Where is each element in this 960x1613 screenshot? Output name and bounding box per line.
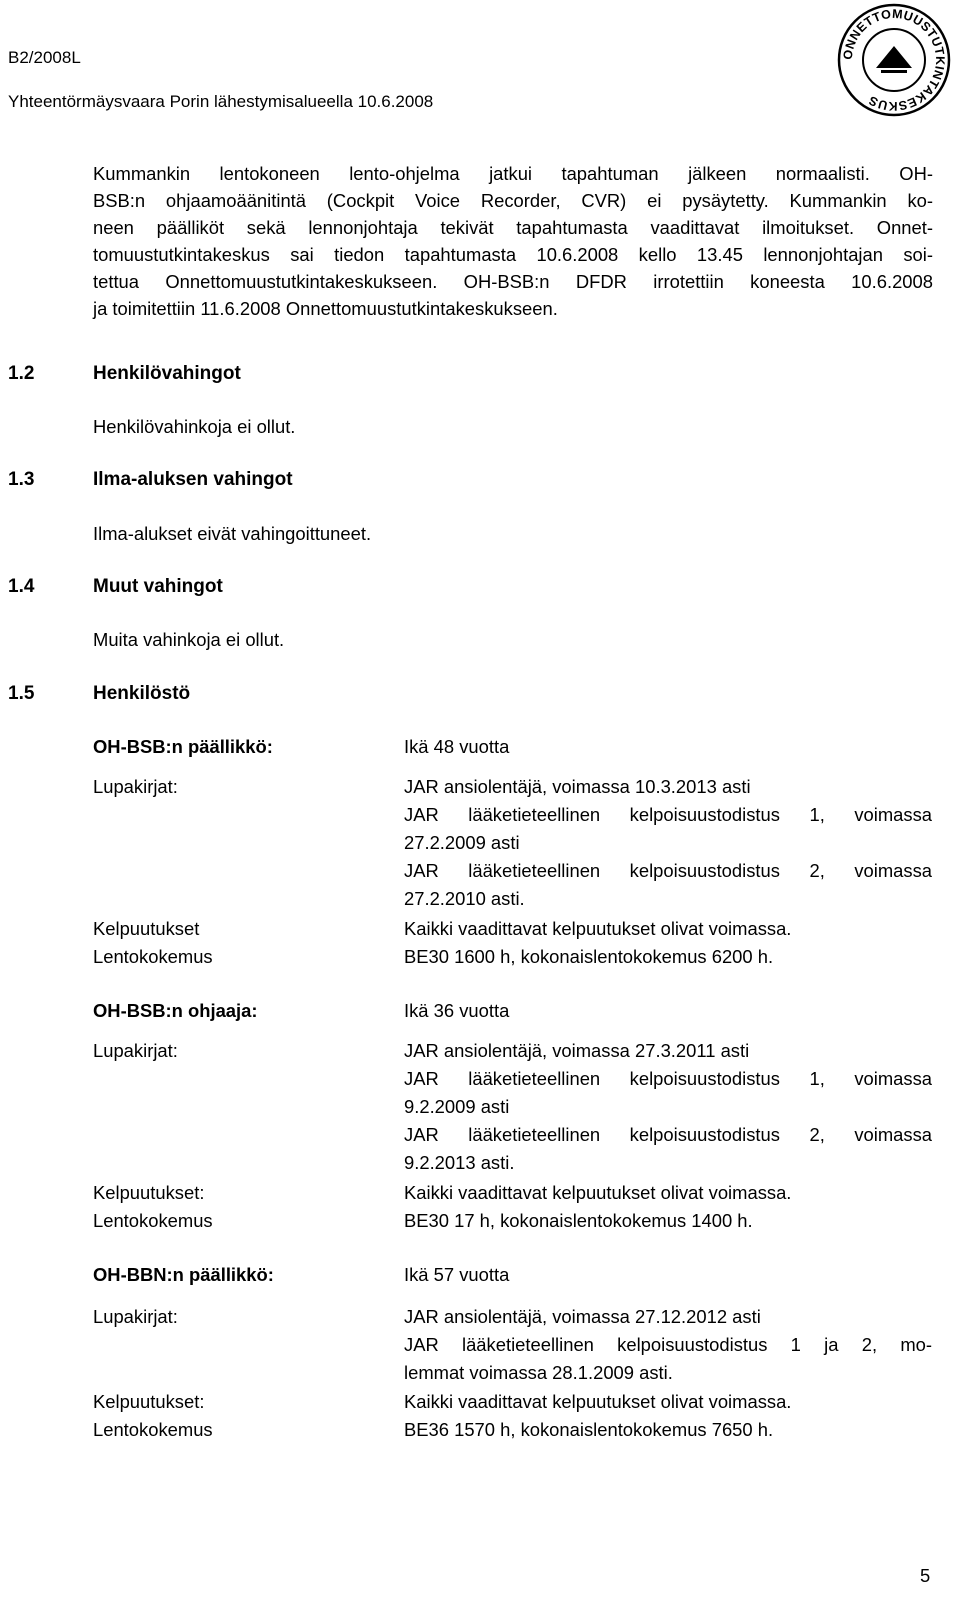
ratings-value xyxy=(404,915,932,943)
intro-line: neen päälliköt sekä lennonjohtaja tekivät tapahtumasta vaadittavat ilmoitukset. Onnet- xyxy=(93,217,933,238)
license-line: 9.2.2009 asti xyxy=(404,1096,510,1117)
person-age xyxy=(404,997,932,1025)
ratings-text: Kaikki vaadittavat kelpuutukset olivat voimassa. xyxy=(404,918,792,939)
ratings-text: Kaikki vaadittavat kelpuutukset olivat voimassa. xyxy=(404,1182,792,1203)
section-number: 1.3 xyxy=(8,469,35,490)
person-age xyxy=(404,733,932,761)
licenses-label: Lupakirjat: xyxy=(93,1040,178,1061)
licenses-list xyxy=(404,773,932,913)
ratings-value xyxy=(404,1388,932,1416)
intro-line: Kummankin lentokoneen lento-ohjelma jatkui tapahtuman jälkeen normaalisti. OH- xyxy=(93,163,933,184)
experience-text: BE30 17 h, kokonaislentokokemus 1400 h. xyxy=(404,1210,753,1231)
license-line: 9.2.2013 asti. xyxy=(404,1152,515,1173)
person-age xyxy=(404,1261,932,1289)
section-text-1-3: Ilma-alukset eivät vahingoittuneet. xyxy=(93,523,372,544)
section-text-1-4: Muita vahinkoja ei ollut. xyxy=(93,629,285,650)
svg-text:ONNETTOMUUSTUTKINTAKESKUS: ONNETTOMUUSTUTKINTAKESKUS xyxy=(840,6,948,114)
intro-line: ja toimitettiin 11.6.2008 Onnettomuustutkintakeskukseen. xyxy=(93,298,558,319)
ratings-label: Kelpuutukset xyxy=(93,918,200,939)
intro-paragraph xyxy=(93,160,933,322)
ratings-label: Kelpuutukset: xyxy=(93,1391,205,1412)
licenses-label: Lupakirjat: xyxy=(93,1306,178,1327)
experience-value xyxy=(404,1207,932,1235)
license-line: 27.2.2009 asti xyxy=(404,832,520,853)
intro-line: tomuustutkintakeskus sai tiedon tapahtumasta 10.6.2008 kello 13.45 lennonjohtajan soi- xyxy=(93,244,933,265)
experience-value xyxy=(404,1416,932,1444)
intro-line: BSB:n ohjaamoäänitintä (Cockpit Voice Recorder, CVR) ei pysäytetty. Kummankin ko- xyxy=(93,190,933,211)
licenses-list xyxy=(404,1303,932,1387)
page-number: 5 xyxy=(920,1565,931,1586)
license-line: lemmat voimassa 28.1.2009 asti. xyxy=(404,1362,673,1383)
license-line: JAR ansiolentäjä, voimassa 27.3.2011 asti xyxy=(404,1040,750,1061)
license-line: JAR lääketieteellinen kelpoisuustodistus 1 ja 2, mo- xyxy=(404,1334,932,1355)
license-line: JAR ansiolentäjä, voimassa 27.12.2012 asti xyxy=(404,1306,761,1327)
person-role: OH-BSB:n ohjaaja: xyxy=(93,1000,258,1021)
age-value: Ikä 36 vuotta xyxy=(404,1000,510,1021)
age-value: Ikä 57 vuotta xyxy=(404,1264,510,1285)
section-number: 1.5 xyxy=(8,683,35,704)
experience-label: Lentokokemus xyxy=(93,946,213,967)
ratings-value xyxy=(404,1179,932,1207)
document-subtitle: Yhteentörmäysvaara Porin lähestymisalueella 10.6.2008 xyxy=(8,92,434,111)
agency-seal-logo xyxy=(836,2,952,118)
section-number: 1.4 xyxy=(8,576,35,597)
age-value: Ikä 48 vuotta xyxy=(404,736,510,757)
section-title: Muut vahingot xyxy=(93,576,223,597)
experience-text: BE30 1600 h, kokonaislentokokemus 6200 h. xyxy=(404,946,774,967)
section-text-1-2: Henkilövahinkoja ei ollut. xyxy=(93,416,296,437)
section-number: 1.2 xyxy=(8,363,35,384)
section-title: Henkilöstö xyxy=(93,683,191,704)
person-role: OH-BSB:n päällikkö: xyxy=(93,736,273,757)
experience-text: BE36 1570 h, kokonaislentokokemus 7650 h. xyxy=(404,1419,774,1440)
intro-line: tettua Onnettomuustutkintakeskukseen. OH-BSB:n DFDR irrotettiin koneesta 10.6.2008 xyxy=(93,271,933,292)
section-title: Henkilövahingot xyxy=(93,363,241,384)
section-title: Ilma-aluksen vahingot xyxy=(93,469,293,490)
license-line: JAR lääketieteellinen kelpoisuustodistus 2, voimassa xyxy=(404,860,932,881)
person-role: OH-BBN:n päällikkö: xyxy=(93,1264,274,1285)
experience-label: Lentokokemus xyxy=(93,1210,213,1231)
document-code: B2/2008L xyxy=(8,48,81,67)
ratings-text: Kaikki vaadittavat kelpuutukset olivat voimassa. xyxy=(404,1391,792,1412)
licenses-label: Lupakirjat: xyxy=(93,776,178,797)
licenses-list xyxy=(404,1037,932,1177)
license-line: JAR lääketieteellinen kelpoisuustodistus 1, voimassa xyxy=(404,1068,932,1089)
experience-label: Lentokokemus xyxy=(93,1419,213,1440)
license-line: 27.2.2010 asti. xyxy=(404,888,525,909)
experience-value xyxy=(404,943,932,971)
license-line: JAR ansiolentäjä, voimassa 10.3.2013 asti xyxy=(404,776,751,797)
ratings-label: Kelpuutukset: xyxy=(93,1182,205,1203)
license-line: JAR lääketieteellinen kelpoisuustodistus 2, voimassa xyxy=(404,1124,932,1145)
license-line: JAR lääketieteellinen kelpoisuustodistus 1, voimassa xyxy=(404,804,932,825)
